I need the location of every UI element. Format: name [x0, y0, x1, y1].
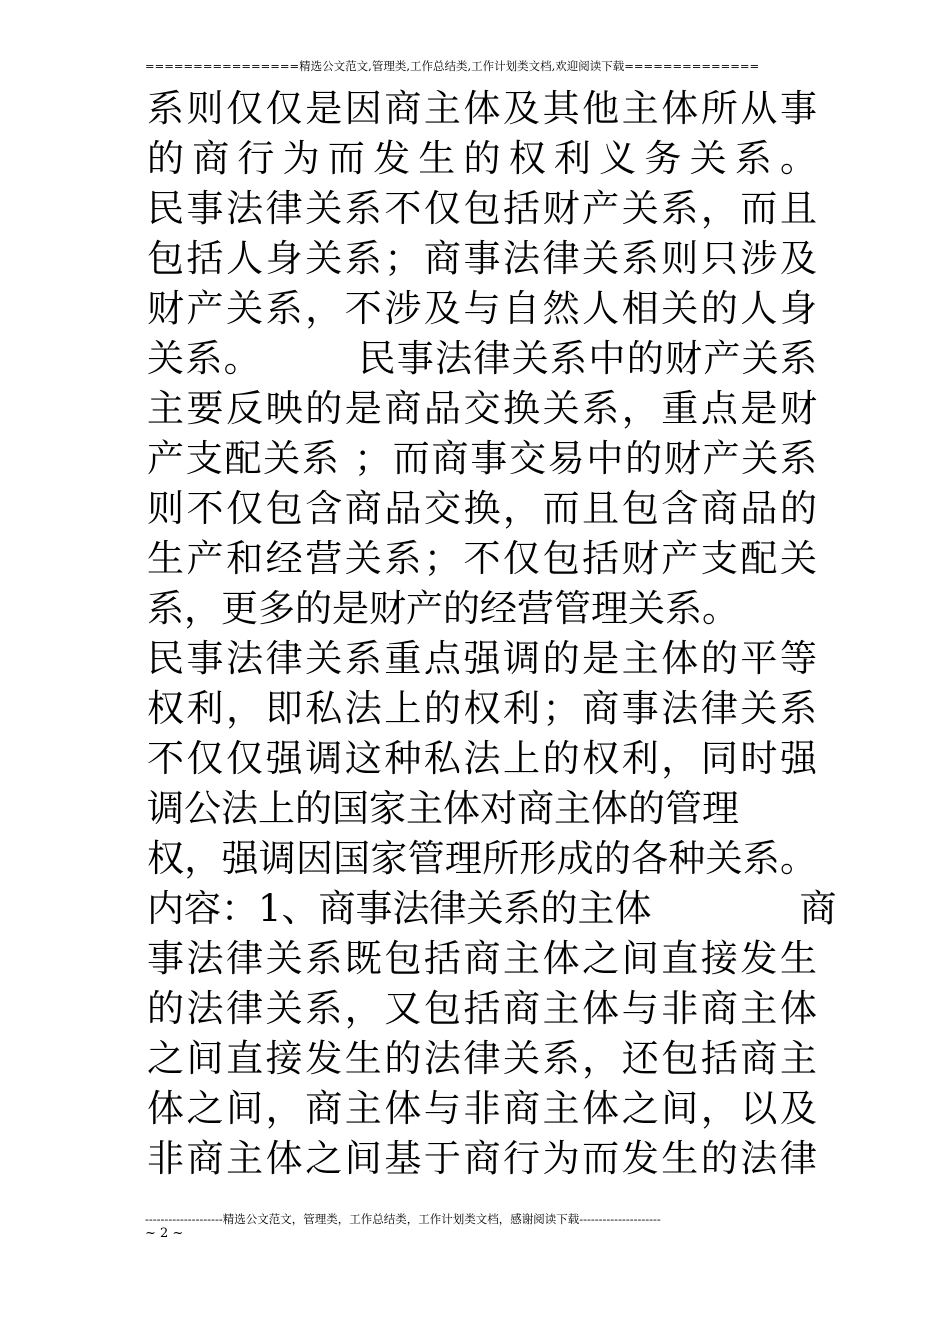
body-line: 权，强调因国家管理所形成的各种关系。 [147, 837, 817, 880]
body-line: 权利，即私法上的权利；商事法律关系 [147, 687, 817, 730]
body-line: 内容：1、商事法律关系的主体 商 [147, 887, 837, 930]
document-body [147, 84, 837, 1184]
body-line: 生产和经营关系；不仅包括财产支配关 [147, 537, 817, 580]
body-line: 非商主体之间基于商行为而发生的法律 [147, 1137, 817, 1180]
body-line: 系，更多的是财产的经营管理关系。 [147, 587, 739, 630]
body-line: 民事法律关系不仅包括财产关系，而且 [147, 187, 817, 230]
body-line: 之间直接发生的法律关系，还包括商主 [147, 1037, 817, 1080]
page-number: ~ 2 ~ [145, 1226, 184, 1241]
body-line: 的法律关系，又包括商主体与非商主体 [147, 987, 817, 1030]
body-line: 财产关系，不涉及与自然人相关的人身 [147, 287, 817, 330]
body-line: 包括人身关系；商事法律关系则只涉及 [147, 237, 817, 280]
body-line: 事法律关系既包括商主体之间直接发生 [147, 937, 817, 980]
body-line: 不仅仅强调这种私法上的权利，同时强 [147, 737, 817, 780]
body-line: 系则仅仅是因商主体及其他主体所从事 [147, 87, 817, 130]
body-line: 产支配关系 ；而商事交易中的财产关系 [147, 437, 817, 480]
page-header: ================精选公文范文,管理类,工作总结类,工作计划类文档,欢迎阅读下载============== [145, 59, 760, 73]
body-line: 关系。 民事法律关系中的财产关系 [147, 337, 817, 380]
body-line: 主要反映的是商品交换关系，重点是财 [147, 387, 817, 430]
body-line: 体之间，商主体与非商主体之间，以及 [147, 1087, 817, 1130]
body-line: 的商行为而发生的权利义务关系。 [147, 137, 817, 180]
body-line: 则不仅包含商品交换，而且包含商品的 [147, 487, 817, 530]
body-line: 调公法上的国家主体对商主体的管理 [147, 787, 739, 830]
body-line: 民事法律关系重点强调的是主体的平等 [147, 637, 817, 680]
page-footer: --------------------精选公文范文，管理类，工作总结类，工作计划类文档，感谢阅读下载--------------------- [145, 1212, 661, 1226]
